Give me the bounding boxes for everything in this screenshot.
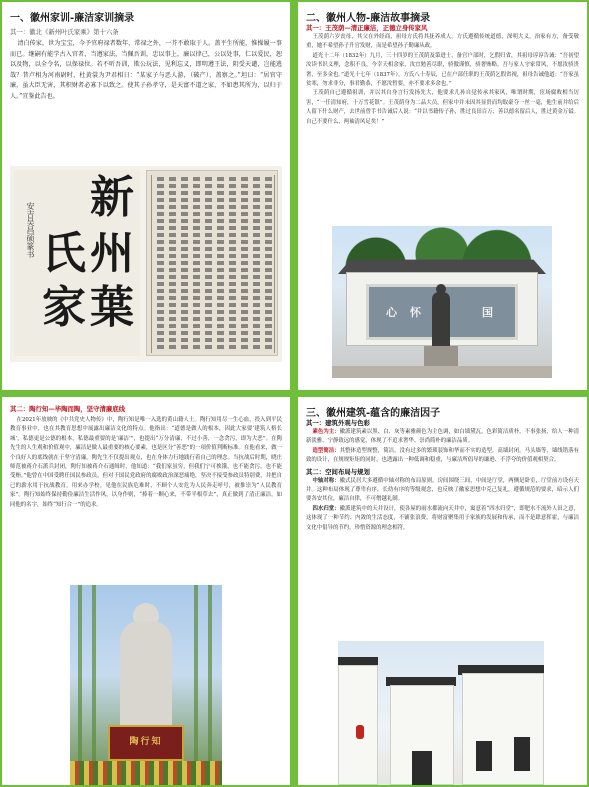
panel-family-motto [2,2,290,390]
wall-inscription: 国 [482,306,493,319]
panel-tao-xingzhi [2,397,290,785]
panel-huizhou-architecture [298,397,587,785]
paragraph-label: 四水归堂： [312,505,340,512]
wall-inscription: 怀 [410,306,421,319]
seal-script-title [14,170,140,356]
seal-char: 家 [42,282,86,333]
panel-paragraph [298,428,587,447]
panel-body-text: 在2021年放映的《中共党史人物传》中，陶行知是唯一入选的黄山籍人士。陶行知用尽一生心血，投入到平民教育事业中，也在其教育思想中展露出廉洁文化的特点。他指出：“道德是做人的根本，因此大家要‘建筑人格长城’，私德更是公德的根本，私德最重要的是‘廉洁’”，也提出“万分清廉，不过小善，一念贪污，即为大恶”。在陶先生的人生观和价值观中，廉洁是做人最重要的核心要素，也是区分“善恶”的一项价值判断标准。在他看来，做一个良好人的底线就在于坚守清廉，陶先生不仅提出观点，也在身体力行地践行着自己的理念。当抗战后时期，晓庄师范被蒋介石派兵封闭，陶行知被蒋介石通缉时，他知道：“我们家虽穷，但我们宁可挨饿，也不能贪污，也不能受贿。”他曾在中国受聘任国民参政员，但对于国民党政府的腐败政治深恶痛绝，坚决不接受参政员特别费，并把自己的薪水用于抗战教育，用来办学校。见他在民族危难时，不顾个人安危为人民奔走呼号，被推崇为“人民教育家”。陶行知始终保持勤俭廉洁生活作风，以身作则，“捧着一颗心来，不带半根草去”，真正做到了清正廉洁，如同他的名字，始终“知行合一”的追求。 [10,417,282,508]
panel-title: 一、徽州家训-廉洁家训摘录 [10,13,135,24]
seal-char: 葉 [90,282,134,333]
seal-char: 氏 [42,228,86,279]
old-text-page [146,170,278,356]
panel-paragraph: 道光十二年（1832年）九月，三十四岁的王茂荫及第进士，备官户部时，乞假归省，其祖母谆谆告诫：“吾初望汝读书识义理，念积不良，今幸天相余家，汝宜勉善尽职，骄傲谨慎，骄奢贿略，吾与家人守家常风，不愿汝骄贵奢，至多金也。”道光十七年（1837年），方氏八十寿辰，已在户部任职的王茂荫乞假省视，祖母告诫他道：“吾家虽贫寒，勿求非分，事君勤恭，不愿汝暂要，亦不要求多余也。” [306,52,579,88]
huizhou-building-image [338,641,544,785]
wall-inscription: 心 [386,306,397,319]
panel-subtitle: 其一：王茂荫—清正廉洁，正德立身传家风 [306,24,428,32]
lantern-icon [356,725,364,739]
panel-title: 二、徽州人物-廉洁故事摘录 [306,13,431,24]
tao-xingzhi-statue-image [70,585,222,785]
section-heading: 其一：建筑外观与色彩 [306,419,370,427]
genealogy-book-image [10,166,282,362]
panel-paragraph [298,477,587,505]
plinth-inscription: 陶行知 [129,737,163,747]
paragraph-label: 造型简洁： [312,447,340,454]
paragraph-label: 中轴对称： [312,477,340,484]
panel-integrity-stories [298,2,587,390]
panel-subtitle: 其二：陶行知—毕陶而陶，坚守清廉底线 [10,405,126,413]
panel-title: 三、徽州建筑-蕴含的廉洁因子 [306,408,441,419]
seal-char: 新 [90,172,134,223]
paragraph-text: 徽派建筑中的天井设计，使各屋的雨水都流向天井中，寓意着“四水归堂”，即肥水不流外人田之意，这体现了一种节约、内敛的生活态度，不铺张浪费，将财富聚集用于家族的发展和传承，而不是肆意挥霍，与廉洁文化中倡导的节约，珍惜资源的理念相符。 [306,505,579,531]
wang-maoyin-memorial-image [332,226,552,378]
panel-body-text: 清白传家，世为宝宝，今予官府禄者数年，常禄之外，一芥不敢取于人。盖平生所能，惟操履一事而已。继嗣有能学古入官者，当遵家法，当佩吾训，忠以事上，廉以律己，公以处事，仁以爱民，恕以及物，以全令名，以保禄位。若不听吾训，欺公玩法，见利忘义，即明遵王法，阴受天谴，岂能逃哉？昔卢相为河南尉时，杜黄裳为尹君相日：“某家子与恶人游，（破产），盖察之。”坦曰：“居官守廉，虽大臣无害，其积财者必寡下以致之。使其子孙孝守，是天富不道之家，不如患其所为，以归于人。”宜鉴此告也。 [10,40,282,100]
paragraph-label: 素色为主： [312,429,340,435]
paragraph-text: 其整体造型规整，简洁，没有过多的繁琐装饰和华而不实的造型。高墙封闭，马头墙等，墙线错落有致的设计，在规规矩矩的同时，也透露出一种低调和稳重，与廉洁所倡导的谦逊、不浮夸的价值观相契合。 [306,447,579,464]
panel-paragraph [298,447,587,466]
paragraph-text: 徽式民居大多遵循中轴对称的布局原则，房间围绕三间，中间是厅堂，两侧是卧室，厅堂前方设有天井。这种布局体现了尊卑有序，长幼有序的等级观念，也反映了徽家思想中克己复礼，遵循规范的要求，暗示人们要各安其位，廉洁自律，不可僭越礼制。 [306,477,579,503]
panel-subtitle: 其一：徽北《新州叶氏家乘》第十六条 [10,28,119,36]
panel-paragraph: 王茂荫自己遵循祖训，并以其自身言行发扬先大，他要求儿孙自觉传承其家风，唯谓时期，宦场腐败相当厉害，“一任清知府，十万雪花银”。王茂荫身为二品大员，但家中并未因其显贵而均取豪夺一丝一毫，他生前并给后人留下什么财产，去世前曾手书告诫后人说：“并以书籍传子孙，胜过良田百万；善以德名留后人，胜过黄金万镒。自己不要什么，两袖清风足矣！” [306,90,579,125]
section-heading: 其二：空间布局与规划 [306,467,370,476]
paragraph-text: 徽派建筑素以黑、白、灰等素雅颜色为主色调，如白墙黛瓦，色彩简洁质朴，不事张扬，给人一种清新淡雅、宁静致远的感觉，体现了不追求奢华、崇尚简朴的廉洁品质。 [306,429,579,445]
panel-paragraph [298,505,587,533]
panel-paragraph: 王茂荫六岁丧母，其父在外经商，祖母方氏将其抚养成人。方氏遵循传统道德，深明大义，治家有方，备受敬重，她不希望孙子升官发财，而是希望孙子勤廉从政。 [306,34,579,50]
seal-side-inscription: 安吉吴昌硕篆书 [26,202,35,258]
seal-char: 州 [90,228,134,279]
